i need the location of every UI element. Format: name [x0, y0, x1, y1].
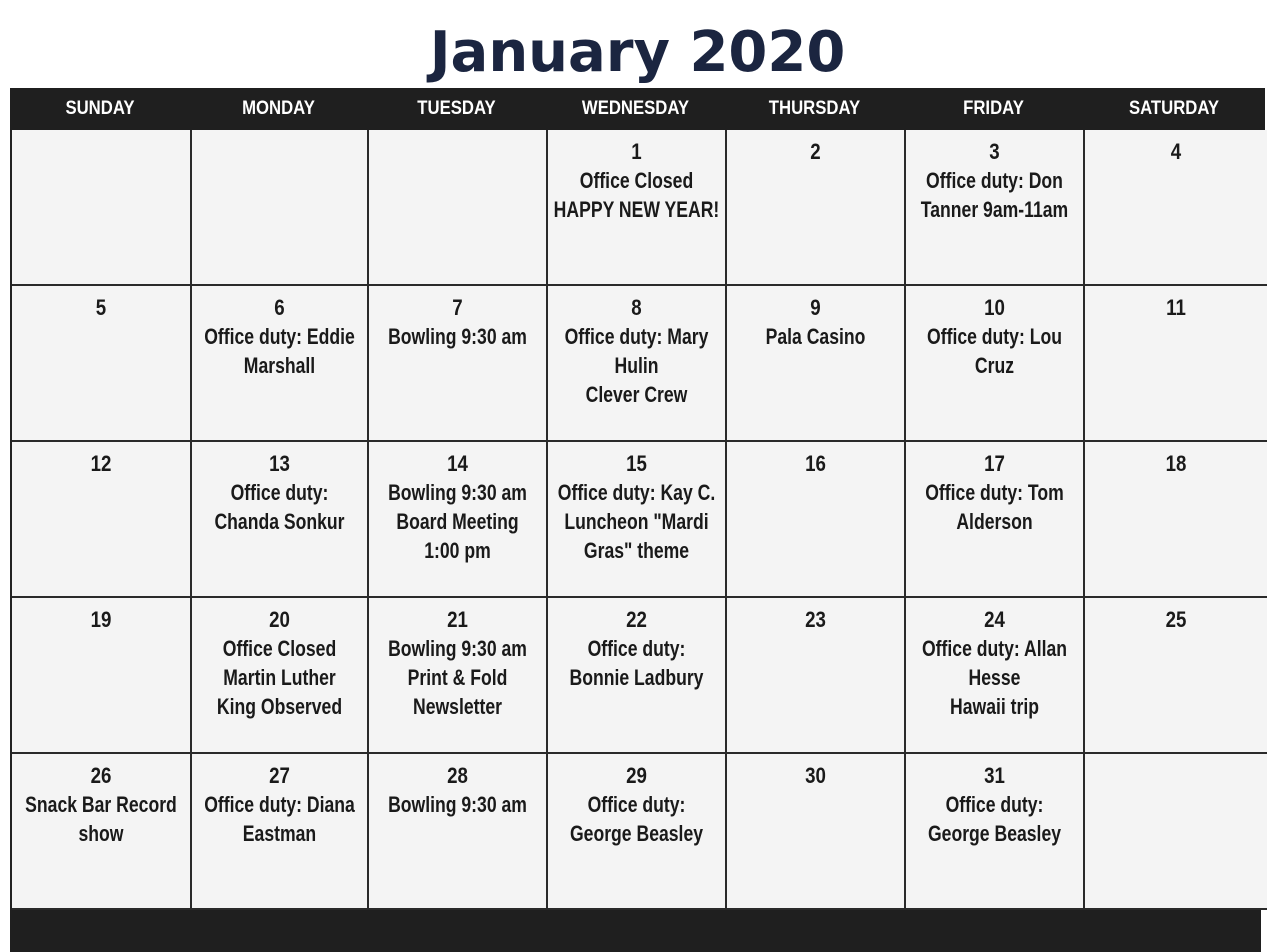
day-number: 10 — [984, 295, 1005, 320]
day-event: Office duty: Eddie Marshall — [204, 324, 355, 378]
day-event: Hawaii trip — [950, 694, 1039, 719]
day-cell — [727, 754, 906, 910]
day-cell — [192, 442, 369, 598]
day-cell — [548, 598, 727, 754]
day-number: 4 — [1170, 139, 1182, 164]
day-cell — [12, 130, 192, 286]
calendar-grid — [10, 130, 1265, 910]
day-cell — [12, 286, 192, 442]
day-event: Clever Crew — [585, 382, 688, 407]
day-number: 23 — [805, 607, 826, 632]
day-event: Office duty: Lou Cruz — [927, 324, 1062, 378]
day-cell — [548, 130, 727, 286]
day-event: Office Closed — [579, 168, 694, 193]
day-number: 15 — [626, 451, 647, 476]
day-number: 1 — [631, 139, 642, 164]
day-number: 22 — [626, 607, 647, 632]
day-event: Office duty: Allan Hesse — [921, 636, 1068, 690]
calendar-title: January 2020 — [429, 20, 846, 85]
day-cell — [369, 754, 548, 910]
weekday-friday: FRIDAY — [963, 98, 1024, 119]
day-number: 16 — [805, 451, 826, 476]
day-number: 17 — [984, 451, 1005, 476]
day-cell — [727, 130, 906, 286]
day-cell — [906, 442, 1085, 598]
day-event: Bowling 9:30 am — [388, 792, 527, 817]
day-cell — [1085, 442, 1267, 598]
day-event: Pala Casino — [765, 324, 866, 349]
day-cell — [192, 130, 369, 286]
day-event: HAPPY NEW YEAR! — [553, 197, 720, 222]
day-number: 30 — [805, 763, 826, 788]
day-number: 2 — [810, 139, 821, 164]
day-number: 31 — [984, 763, 1005, 788]
day-number: 12 — [90, 451, 112, 476]
day-cell — [192, 754, 369, 910]
day-event: Martin Luther King Observed — [216, 665, 343, 719]
day-number: 28 — [447, 763, 468, 788]
day-event: Bowling 9:30 am — [388, 636, 527, 661]
day-number: 21 — [447, 607, 468, 632]
day-event: Board Meeting 1:00 pm — [396, 509, 519, 563]
day-number: 24 — [984, 607, 1005, 632]
day-cell — [192, 598, 369, 754]
day-cell — [12, 754, 192, 910]
day-cell — [1085, 754, 1267, 910]
day-cell — [548, 286, 727, 442]
day-event: Office duty: Bonnie Ladbury — [569, 636, 704, 690]
day-event: Snack Bar Record show — [25, 792, 177, 846]
day-event: Bowling 9:30 am — [388, 324, 527, 349]
day-number: 3 — [989, 139, 1000, 164]
weekday-tuesday: TUESDAY — [417, 98, 496, 119]
day-event: Office duty: George Beasley — [927, 792, 1062, 846]
day-event: Office duty: Kay C. — [557, 480, 716, 505]
day-event: Office duty: Mary Hulin — [564, 324, 709, 378]
day-cell — [369, 286, 548, 442]
day-number: 9 — [810, 295, 821, 320]
day-event: Office duty: Don Tanner 9am-11am — [920, 168, 1069, 222]
day-number: 26 — [90, 763, 112, 788]
day-event: Office duty: Diana Eastman — [204, 792, 355, 846]
day-cell — [369, 598, 548, 754]
day-number: 20 — [269, 607, 290, 632]
day-number: 18 — [1165, 451, 1187, 476]
day-event: Office duty: Tom Alderson — [925, 480, 1064, 534]
day-number: 27 — [269, 763, 290, 788]
day-number: 7 — [452, 295, 463, 320]
calendar — [10, 88, 1265, 910]
weekday-header — [10, 88, 1265, 130]
day-cell — [192, 286, 369, 442]
day-number: 13 — [269, 451, 290, 476]
day-cell — [906, 754, 1085, 910]
day-cell — [369, 130, 548, 286]
day-cell — [906, 130, 1085, 286]
weekday-thursday: THURSDAY — [768, 98, 861, 119]
weekday-sunday: SUNDAY — [65, 98, 135, 119]
day-cell — [906, 286, 1085, 442]
day-cell — [727, 286, 906, 442]
day-cell — [1085, 286, 1267, 442]
day-cell — [1085, 130, 1267, 286]
day-event: Office duty: Chanda Sonkur — [214, 480, 345, 534]
day-number: 14 — [447, 451, 468, 476]
day-cell — [1085, 598, 1267, 754]
weekday-saturday: SATURDAY — [1128, 98, 1220, 119]
footer-bar — [10, 910, 1261, 952]
day-event: Office Closed — [222, 636, 337, 661]
weekday-monday: MONDAY — [242, 98, 315, 119]
day-number: 19 — [90, 607, 112, 632]
day-number: 29 — [626, 763, 647, 788]
day-number: 6 — [274, 295, 285, 320]
day-cell — [727, 598, 906, 754]
day-cell — [12, 598, 192, 754]
day-cell — [12, 442, 192, 598]
day-cell — [369, 442, 548, 598]
day-event: Office duty: George Beasley — [569, 792, 704, 846]
day-event: Bowling 9:30 am — [388, 480, 527, 505]
day-event: Print & Fold Newsletter — [407, 665, 508, 719]
day-event: Luncheon "Mardi Gras" theme — [564, 509, 709, 563]
day-number: 5 — [95, 295, 107, 320]
day-cell — [548, 442, 727, 598]
day-cell — [548, 754, 727, 910]
day-number: 25 — [1165, 607, 1187, 632]
weekday-wednesday: WEDNESDAY — [581, 98, 690, 119]
day-number: 8 — [631, 295, 642, 320]
day-cell — [727, 442, 906, 598]
day-cell — [906, 598, 1085, 754]
day-number: 11 — [1166, 295, 1186, 320]
